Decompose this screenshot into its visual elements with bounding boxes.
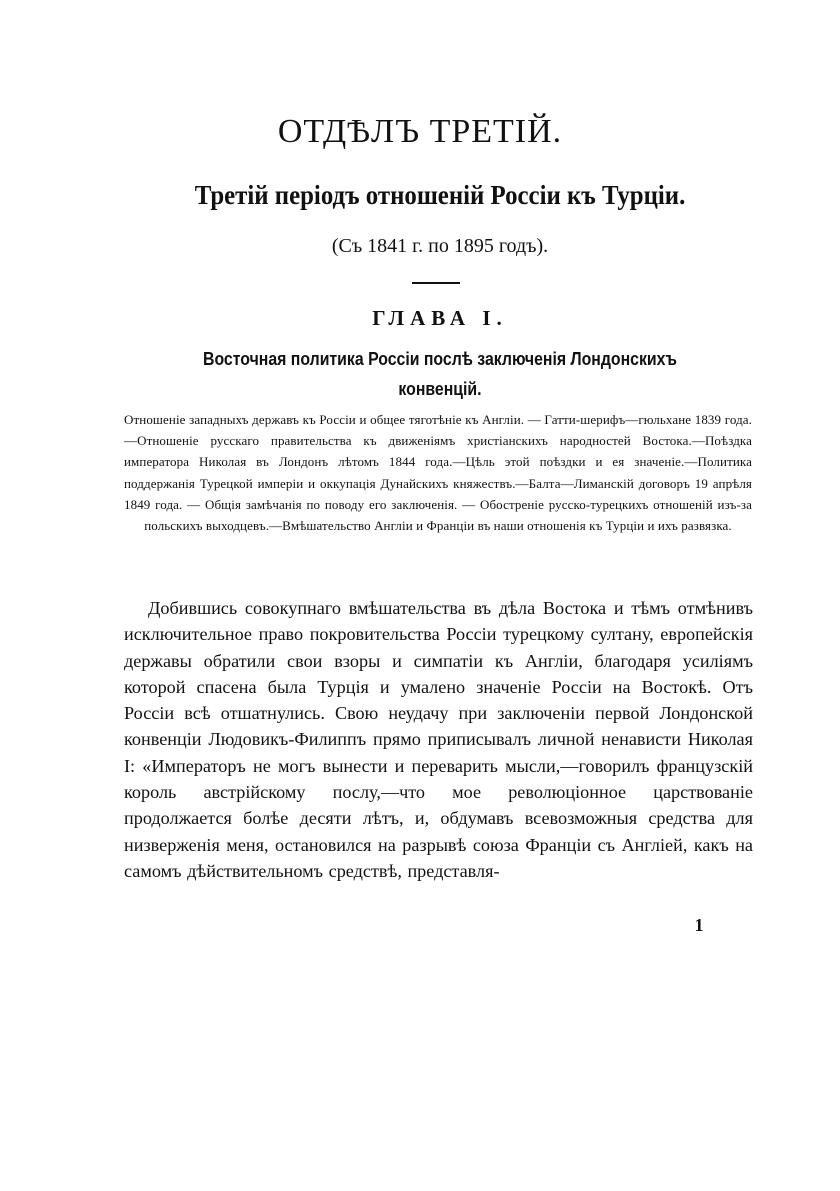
part-title: ОТДѢЛЪ ТРЕТІЙ. <box>277 113 563 150</box>
part-subtitle: Третій періодъ отношеній Россіи къ Турціи. <box>194 180 686 210</box>
page-number: 1 <box>694 915 704 935</box>
chapter-title: ГЛАВА I. <box>372 306 508 330</box>
divider-rule <box>412 282 460 284</box>
chapter-subtitle: Восточная политика Россіи послѣ заключенія Лондонскихъ конвенцій. <box>203 349 677 399</box>
chapter-summary: Отношеніе западныхъ державъ къ Россіи и общее тяготѣніе къ Англіи. — Гатти-шерифъ—гюльхане 1839 года.—Отношеніе русскаго правительства къ движеніямъ христіанскихъ народностей Востока.—Поѣздка императора Николая въ Лондонъ лѣтомъ 1844 года.—Цѣль этой поѣздки и ея значеніе.—Политика поддержанія Турецкой имперіи и оккупація Дунайскихъ княжествъ.—Балта—Лиманскій договоръ 19 апрѣля 1849 года. — Общія замѣчанія по поводу его заключенія. — Обостреніе русско-турецкихъ отношеній изъ-за польскихъ выходцевъ.—Вмѣшательство Англіи и Франціи въ наши отношенія къ Турціи и ихъ развязка. <box>124 412 752 534</box>
body-paragraph: Добившись совокупнаго вмѣшательства въ дѣла Востока и тѣмъ отмѣнивъ исключительное право покровительства Россіи турецкому султану, европейскія державы обратили свои взоры и симпатіи къ Англіи, благодаря усиліямъ которой спасена была Турція и умалено значеніе Россіи на Востокѣ. Отъ Россіи всѣ отшатнулись. Свою неудачу при заключеніи первой Лондонской конвенціи Людовикъ-Филиппъ прямо приписывалъ личной ненависти Николая I: «Императоръ не могъ вынести и переварить мысли,—говорилъ французскій король австрійскому послу,—что мое революціонное царствованіе продолжается болѣе десяти лѣтъ, и, обдумавъ всевозможныя средства для низверженія меня, остановился на разрывѣ союза Франціи съ Англіей, какъ на самомъ дѣйствительномъ средствѣ, представля- <box>124 598 753 881</box>
part-dates: (Съ 1841 г. по 1895 годъ). <box>331 235 549 257</box>
